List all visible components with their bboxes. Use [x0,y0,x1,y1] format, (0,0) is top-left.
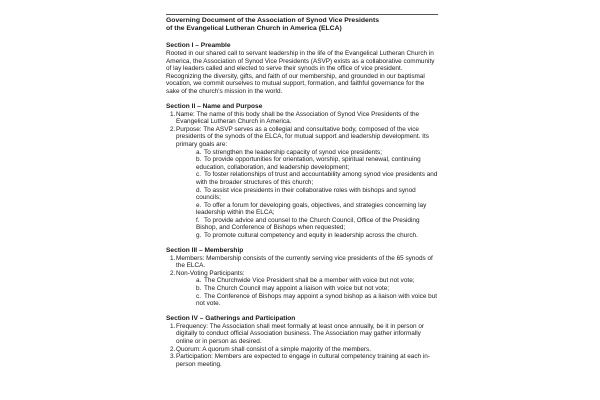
section-heading-gatherings: Section IV – Gatherings and Participation [166,314,296,322]
document-title-line-2: of the Evangelical Lutheran Church in America (ELCA) [166,25,342,32]
list-item-text: Members: Membership consists of the currently serving vice presidents of the 65 synods of the ELCA. [176,254,433,270]
list-marker: 1. [170,110,176,118]
sub-list-marker: e. [196,201,202,209]
sub-list-marker: c. [196,171,201,179]
goal-item-text: To provide advice and counsel to the Church Council, Office of the Presiding Bishop, and Conference of Bishops when requested; [196,216,420,232]
list-item-purpose [166,126,438,149]
non-voting-list [166,277,438,307]
goal-item-text: To foster relationships of trust and accountability among synod vice presidents and with the broader structures of this church; [196,171,438,186]
sub-list-marker: f. [196,216,200,224]
goal-item-b [166,156,438,171]
non-voting-item-text: The Church Council may appoint a liaison with voice but not vote; [204,285,390,293]
sub-list-marker: g. [196,232,202,240]
list-item-text: Non-Voting Participants: [176,269,245,277]
list-item-text: Frequency: The Association shall meet formally at least once annually, be it in person or digitally to conduct official Association business. The Association may gather informally online or in person as desired. [176,322,425,345]
document-page [166,14,438,400]
list-item-text: Quorum: A quorum shall consist of a simple majority of the members. [176,345,371,353]
list-item-text: Participation: Members are expected to engage in cultural competency training at each in-person meeting. [176,353,430,368]
list-item-non-voting [166,270,438,278]
list-marker: 3. [170,353,176,361]
sub-list-marker: b. [196,156,202,164]
goal-item-c [166,171,438,186]
goal-item-text: To strengthen the leadership capacity of synod vice presidents; [204,148,382,156]
section-heading-membership: Section III – Membership [166,246,244,254]
goal-item-text: To offer a forum for developing goals, objectives, and strategies concerning lay leadership within the ELCA; [196,201,427,217]
list-marker: 1. [170,322,176,330]
list-item-text: Name: The name of this body shall be the Association of Synod Vice Presidents of the Evangelical Lutheran Church in America. [176,110,420,126]
sub-list-marker: b. [196,285,202,293]
goal-item-f [166,217,438,232]
document-title [166,17,438,33]
list-item-frequency [166,323,438,346]
non-voting-item-a [166,277,438,285]
goal-item-text: To assist vice presidents in their collaborative roles with bishops and synod councils; [196,186,416,202]
non-voting-item-b [166,285,438,293]
list-marker: 1. [170,254,176,262]
goal-item-text: To provide opportunities for orientation, worship, spiritual renewal, continuing education, collaboration, and leadership development; [196,156,421,171]
list-marker: 2. [170,125,176,133]
sub-list-marker: d. [196,186,202,194]
non-voting-item-text: The Churchwide Vice President shall be a member with voice but not vote; [204,277,415,285]
list-marker: 2. [170,345,176,353]
preamble-paragraph: Rooted in our shared call to servant leadership in the life of the Evangelical Lutheran Church in America, the Association of Synod Vice Presidents (ASVP) exists as a collaborative community of lay leaders called and elected to serve their synods in the office of vice president. Recognizing the diversity, gifts, and faith of our membership, and grounded in our baptismal vocation, we commit ourselves to mutual support, formation, and faithful governance for the sake of the church's mission in the world. [166,50,435,95]
document-title-line-1: Governing Document of the Association of Synod Vice Presidents [166,17,380,24]
list-item-text: Purpose: The ASVP serves as a collegial and consultative body, composed of the vice presidents of the synods of the ELCA, for mutual support and leadership development. Its primary goals are: [176,125,429,148]
sub-list-marker: a. [196,277,202,285]
sub-list-marker: a. [196,148,202,156]
list-item-members [166,255,438,270]
section-heading-name-purpose: Section II – Name and Purpose [166,102,263,110]
goal-item-a [166,149,438,157]
non-voting-item-c [166,293,438,308]
list-marker: 2. [170,269,176,277]
goal-item-e [166,202,438,217]
purpose-goals-list [166,149,438,240]
goal-item-g [166,232,438,240]
list-item-participation [166,353,438,368]
sub-list-marker: c. [196,292,201,300]
list-item-name [166,111,438,126]
list-item-quorum [166,346,438,354]
top-divider [166,14,438,15]
goal-item-text: To promote cultural competency and equity in leadership across the church. [204,232,418,240]
non-voting-item-text: The Conference of Bishops may appoint a synod bishop as a liaison with voice but not vote. [196,292,438,308]
goal-item-d [166,187,438,202]
section-heading-preamble: Section I – Preamble [166,42,231,49]
